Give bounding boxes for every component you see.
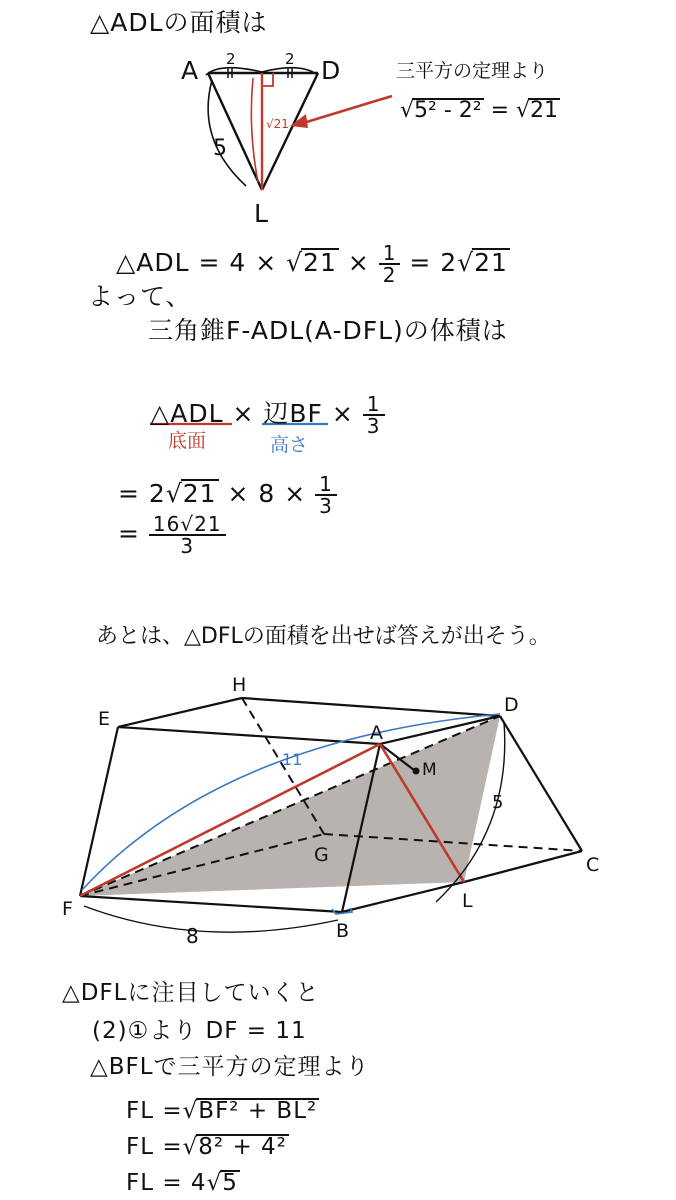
label-five: 5 bbox=[213, 136, 228, 161]
label-two-left: 2 bbox=[226, 50, 236, 68]
solid-figure bbox=[80, 694, 582, 932]
label-f: F bbox=[62, 898, 73, 920]
label-g: G bbox=[314, 844, 329, 866]
df-equals: (2)①より DF = 11 bbox=[92, 1018, 307, 1044]
area-equation: △ADL = 4 × √21 × $\frac{1}{2}$ = 2√21 bbox=[116, 241, 508, 287]
volume-formula: △ADL × 辺BF × $\frac{1}{3}$ bbox=[150, 394, 385, 436]
label-l-top: L bbox=[254, 199, 269, 228]
label-b: B bbox=[336, 920, 350, 942]
label-h: H bbox=[232, 674, 247, 696]
label-root21: √21 bbox=[266, 117, 289, 131]
cone-volume-heading: 三角錐F-ADL(A-DFL)の体積は bbox=[148, 316, 508, 345]
note-title: 三平方の定理より bbox=[396, 60, 549, 82]
label-m: M bbox=[422, 760, 437, 780]
label-l: L bbox=[462, 890, 473, 912]
label-base: 底面 bbox=[168, 430, 207, 452]
label-five-3d: 5 bbox=[492, 792, 504, 813]
heading-adl-area: △ADLの面積は bbox=[90, 8, 268, 37]
label-c: C bbox=[586, 854, 600, 876]
label-e: E bbox=[98, 708, 111, 730]
label-eight: 8 bbox=[186, 924, 199, 948]
fl-line2: FL =√8² + 4² bbox=[126, 1134, 287, 1160]
label-a-top: A bbox=[181, 56, 200, 85]
focus-dfl: △DFLに注目していくと bbox=[62, 980, 320, 1006]
label-d: D bbox=[504, 694, 519, 716]
volume-line3: = $\frac{16√21}{3}$ bbox=[118, 514, 226, 556]
label-a: A bbox=[370, 722, 383, 744]
pythag-bfl: △BFLで三平方の定理より bbox=[90, 1054, 370, 1080]
label-two-right: 2 bbox=[285, 50, 295, 68]
comment-line: あとは、△DFLの面積を出せば答えが出そう。 bbox=[96, 624, 551, 649]
note-expression: √5² - 2² = √21 bbox=[400, 98, 559, 123]
fl-line3: FL = 4√5 bbox=[126, 1170, 238, 1196]
fl-line1: FL =√BF² + BL² bbox=[126, 1098, 318, 1124]
volume-line2: = 2√21 × 8 × $\frac{1}{3}$ bbox=[118, 474, 337, 516]
label-eleven: 11 bbox=[282, 750, 303, 769]
so-text: よって、 bbox=[88, 282, 192, 311]
label-d-top: D bbox=[321, 56, 342, 85]
label-height: 高さ bbox=[270, 434, 309, 456]
height-red bbox=[251, 73, 392, 190]
